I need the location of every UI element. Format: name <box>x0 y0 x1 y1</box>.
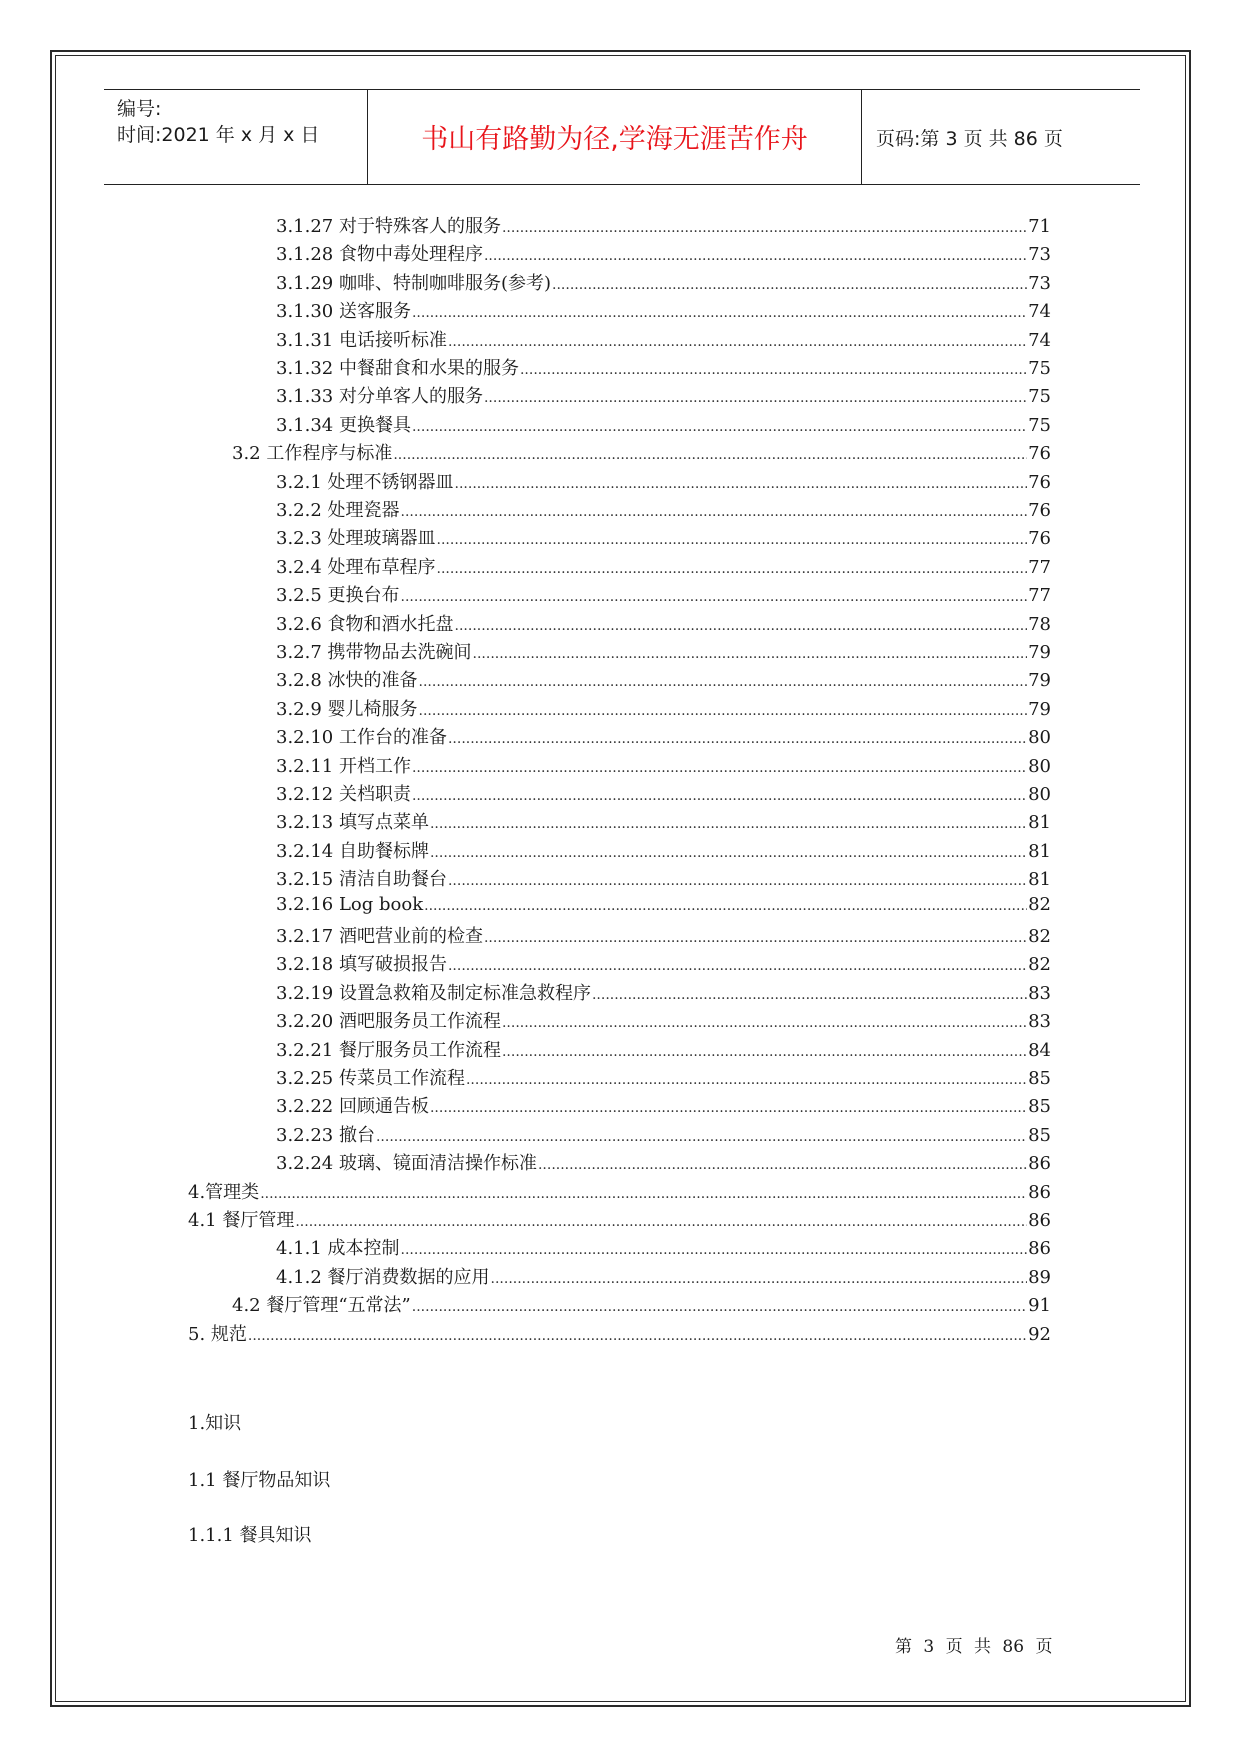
toc-entry-title: 4.1.1 成本控制 <box>276 1238 400 1259</box>
toc-leader-dots <box>412 301 1027 322</box>
toc-leader-dots <box>448 869 1027 890</box>
toc-entry-title: 3.2.10 工作台的准备 <box>276 727 447 748</box>
toc-entry[interactable] <box>276 1263 1051 1287</box>
toc-entry-page: 75 <box>1028 415 1051 436</box>
toc-leader-dots <box>455 614 1028 635</box>
toc-entry-title: 5. 规范 <box>188 1324 247 1345</box>
toc-entry-title: 3.2.15 清洁自助餐台 <box>276 869 447 890</box>
toc-entry-title: 3.2.7 携带物品去洗碗间 <box>276 642 472 663</box>
toc-entry-page: 75 <box>1028 386 1051 407</box>
toc-leader-dots <box>412 415 1027 436</box>
toc-leader-dots <box>419 670 1028 691</box>
toc-entry-page: 82 <box>1028 954 1051 975</box>
toc-entry-page: 80 <box>1028 756 1051 777</box>
toc-entry-page: 79 <box>1028 670 1051 691</box>
toc-leader-dots <box>466 1068 1027 1089</box>
toc-leader-dots <box>401 500 1028 521</box>
toc-entry-page: 86 <box>1028 1182 1051 1203</box>
toc-entry-page: 85 <box>1028 1096 1051 1117</box>
toc-entry[interactable] <box>276 666 1051 690</box>
toc-entry[interactable] <box>276 1007 1051 1031</box>
toc-leader-dots <box>437 528 1028 549</box>
toc-entry-title: 3.1.33 对分单客人的服务 <box>276 386 483 407</box>
toc-entry-page: 92 <box>1028 1324 1051 1345</box>
toc-entry-title: 3.2.18 填写破损报告 <box>276 954 447 975</box>
toc-entry-title: 3.2.16 Log book <box>276 894 424 915</box>
toc-entry[interactable] <box>276 354 1051 378</box>
toc-leader-dots <box>393 443 1027 464</box>
toc-entry-page: 91 <box>1028 1295 1051 1316</box>
toc-leader-dots <box>448 330 1027 351</box>
toc-entry-page: 79 <box>1028 642 1051 663</box>
toc-leader-dots <box>437 557 1028 578</box>
document-time-label: 时间:2021 年 x 月 x 日 <box>117 124 320 146</box>
toc-entry[interactable] <box>188 1320 1051 1344</box>
toc-entry-page: 83 <box>1028 1011 1051 1032</box>
toc-entry-page: 82 <box>1028 894 1051 915</box>
toc-entry-title: 3.2.11 开档工作 <box>276 756 411 777</box>
toc-leader-dots <box>260 1182 1027 1203</box>
toc-entry-title: 3.2.21 餐厅服务员工作流程 <box>276 1040 501 1061</box>
toc-entry-page: 86 <box>1028 1153 1051 1174</box>
page-header <box>104 89 1140 185</box>
toc-entry[interactable] <box>276 297 1051 321</box>
toc-entry[interactable] <box>276 1149 1051 1173</box>
toc-entry-title: 3.1.31 电话接听标准 <box>276 330 447 351</box>
toc-entry-page: 76 <box>1028 528 1051 549</box>
toc-leader-dots <box>520 358 1027 379</box>
toc-leader-dots <box>248 1324 1027 1345</box>
toc-entry[interactable] <box>276 1234 1051 1258</box>
toc-entry-page: 77 <box>1028 557 1051 578</box>
toc-entry[interactable] <box>276 1121 1051 1145</box>
toc-leader-dots <box>484 386 1027 407</box>
toc-leader-dots <box>502 1040 1027 1061</box>
toc-entry-page: 75 <box>1028 358 1051 379</box>
toc-entry-page: 85 <box>1028 1068 1051 1089</box>
toc-leader-dots <box>455 472 1028 493</box>
toc-entry-title: 3.2.4 处理布草程序 <box>276 557 436 578</box>
toc-entry-title: 3.2 工作程序与标准 <box>232 443 393 464</box>
toc-entry-title: 3.1.28 食物中毒处理程序 <box>276 244 483 265</box>
toc-leader-dots <box>430 841 1027 862</box>
toc-entry-page: 81 <box>1028 869 1051 890</box>
toc-entry[interactable] <box>276 411 1051 435</box>
toc-entry-page: 83 <box>1028 983 1051 1004</box>
toc-entry-title: 4.管理类 <box>188 1182 260 1203</box>
toc-entry-page: 76 <box>1028 443 1051 464</box>
toc-entry-page: 84 <box>1028 1040 1051 1061</box>
toc-entry[interactable] <box>276 894 1051 918</box>
toc-entry-page: 77 <box>1028 585 1051 606</box>
toc-entry[interactable] <box>276 524 1051 548</box>
toc-entry[interactable] <box>276 240 1051 264</box>
toc-entry-title: 3.1.32 中餐甜食和水果的服务 <box>276 358 519 379</box>
header-page-cell <box>862 90 1140 184</box>
toc-entry-title: 3.1.34 更换餐具 <box>276 415 411 436</box>
toc-entry[interactable] <box>276 752 1051 776</box>
toc-leader-dots <box>491 1267 1028 1288</box>
header-page-number: 页码:第 3 页 共 86 页 <box>876 128 1063 150</box>
toc-entry-title: 3.2.6 食物和酒水托盘 <box>276 614 454 635</box>
toc-entry[interactable] <box>276 496 1051 520</box>
toc-entry-title: 3.2.23 撤台 <box>276 1125 375 1146</box>
page-footer: 第 3 页 共 86 页 <box>895 1637 1053 1657</box>
toc-entry[interactable] <box>276 780 1051 804</box>
toc-entry-page: 76 <box>1028 472 1051 493</box>
toc-leader-dots <box>448 954 1027 975</box>
toc-entry-page: 76 <box>1028 500 1051 521</box>
toc-entry[interactable] <box>276 979 1051 1003</box>
toc-entry-title: 3.2.22 回顾通告板 <box>276 1096 429 1117</box>
toc-leader-dots <box>484 926 1027 947</box>
toc-entry[interactable] <box>276 382 1051 406</box>
toc-entry-title: 3.2.8 冰快的准备 <box>276 670 418 691</box>
toc-entry-page: 86 <box>1028 1210 1051 1231</box>
toc-entry[interactable] <box>188 1178 1051 1202</box>
toc-entry[interactable] <box>276 212 1051 236</box>
toc-leader-dots <box>484 244 1027 265</box>
toc-entry-title: 3.2.13 填写点菜单 <box>276 812 429 833</box>
toc-entry[interactable] <box>276 553 1051 577</box>
toc-entry[interactable] <box>276 326 1051 350</box>
toc-leader-dots <box>424 894 1027 915</box>
toc-entry-page: 81 <box>1028 812 1051 833</box>
toc-leader-dots <box>502 216 1027 237</box>
toc-entry-page: 85 <box>1028 1125 1051 1146</box>
section-heading-1-1: 1.1 餐厅物品知识 <box>188 1470 331 1491</box>
toc-leader-dots <box>552 273 1027 294</box>
toc-entry[interactable] <box>276 1064 1051 1088</box>
toc-leader-dots <box>592 983 1027 1004</box>
toc-entry[interactable] <box>276 269 1051 293</box>
toc-entry-title: 3.2.14 自助餐标牌 <box>276 841 429 862</box>
toc-entry-title: 3.1.30 送客服务 <box>276 301 411 322</box>
toc-entry-title: 3.2.24 玻璃、镜面清洁操作标准 <box>276 1153 537 1174</box>
toc-entry-title: 4.1.2 餐厅消费数据的应用 <box>276 1267 490 1288</box>
toc-leader-dots <box>401 1238 1028 1259</box>
toc-entry-title: 3.2.25 传菜员工作流程 <box>276 1068 465 1089</box>
toc-entry-page: 71 <box>1028 216 1051 237</box>
toc-entry-title: 4.1 餐厅管理 <box>188 1210 295 1231</box>
document-number-label: 编号: <box>117 98 162 120</box>
toc-leader-dots <box>412 1295 1027 1316</box>
toc-entry-title: 3.2.19 设置急救箱及制定标准急救程序 <box>276 983 591 1004</box>
toc-entry-title: 3.2.12 关档职责 <box>276 784 411 805</box>
toc-entry-page: 82 <box>1028 926 1051 947</box>
toc-leader-dots <box>412 784 1027 805</box>
toc-entry[interactable] <box>276 1036 1051 1060</box>
toc-entry-title: 3.1.27 对于特殊客人的服务 <box>276 216 501 237</box>
toc-leader-dots <box>430 812 1027 833</box>
toc-entry-title: 3.2.2 处理瓷器 <box>276 500 400 521</box>
toc-entry-page: 81 <box>1028 841 1051 862</box>
toc-entry[interactable] <box>276 922 1051 946</box>
toc-leader-dots <box>401 585 1028 606</box>
toc-entry-title: 3.2.1 处理不锈钢器皿 <box>276 472 454 493</box>
toc-entry[interactable] <box>276 837 1051 861</box>
toc-leader-dots <box>376 1125 1027 1146</box>
section-heading-1: 1.知识 <box>188 1413 242 1434</box>
toc-entry[interactable] <box>232 1291 1051 1315</box>
toc-entry-page: 74 <box>1028 330 1051 351</box>
toc-entry[interactable] <box>276 581 1051 605</box>
toc-entry-page: 89 <box>1028 1267 1051 1288</box>
toc-entry[interactable] <box>188 1206 1051 1230</box>
toc-leader-dots <box>430 1096 1027 1117</box>
toc-leader-dots <box>502 1011 1027 1032</box>
toc-entry-page: 73 <box>1028 244 1051 265</box>
toc-entry-title: 3.2.20 酒吧服务员工作流程 <box>276 1011 501 1032</box>
toc-entry-page: 74 <box>1028 301 1051 322</box>
toc-entry[interactable] <box>276 468 1051 492</box>
section-heading-1-1-1: 1.1.1 餐具知识 <box>188 1525 312 1546</box>
toc-entry[interactable] <box>276 950 1051 974</box>
toc-entry-title: 3.1.29 咖啡、特制咖啡服务(参考) <box>276 273 552 294</box>
toc-entry-title: 3.2.5 更换台布 <box>276 585 400 606</box>
toc-entry[interactable] <box>276 1092 1051 1116</box>
toc-leader-dots <box>473 642 1028 663</box>
toc-entry-title: 3.2.3 处理玻璃器皿 <box>276 528 436 549</box>
toc-leader-dots <box>448 727 1027 748</box>
toc-entry-title: 3.2.9 婴儿椅服务 <box>276 699 418 720</box>
toc-entry[interactable] <box>276 808 1051 832</box>
toc-entry-page: 86 <box>1028 1238 1051 1259</box>
toc-entry[interactable] <box>276 865 1051 889</box>
header-motto-cell <box>368 90 862 184</box>
toc-leader-dots <box>295 1210 1027 1231</box>
toc-entry[interactable] <box>276 723 1051 747</box>
toc-entry-page: 79 <box>1028 699 1051 720</box>
toc-leader-dots <box>412 756 1027 777</box>
toc-entry-page: 78 <box>1028 614 1051 635</box>
toc-entry-page: 80 <box>1028 727 1051 748</box>
toc-entry-page: 73 <box>1028 273 1051 294</box>
toc-entry[interactable] <box>232 439 1051 463</box>
toc-entry-page: 80 <box>1028 784 1051 805</box>
motto-text: 书山有路勤为径,学海无涯苦作舟 <box>421 124 808 155</box>
header-info-cell <box>104 90 368 184</box>
toc-entry[interactable] <box>276 610 1051 634</box>
toc-entry[interactable] <box>276 638 1051 662</box>
toc-leader-dots <box>538 1153 1027 1174</box>
toc-entry-title: 3.2.17 酒吧营业前的检查 <box>276 926 483 947</box>
toc-leader-dots <box>419 699 1028 720</box>
toc-entry[interactable] <box>276 695 1051 719</box>
toc-entry-title: 4.2 餐厅管理“五常法” <box>232 1295 411 1316</box>
